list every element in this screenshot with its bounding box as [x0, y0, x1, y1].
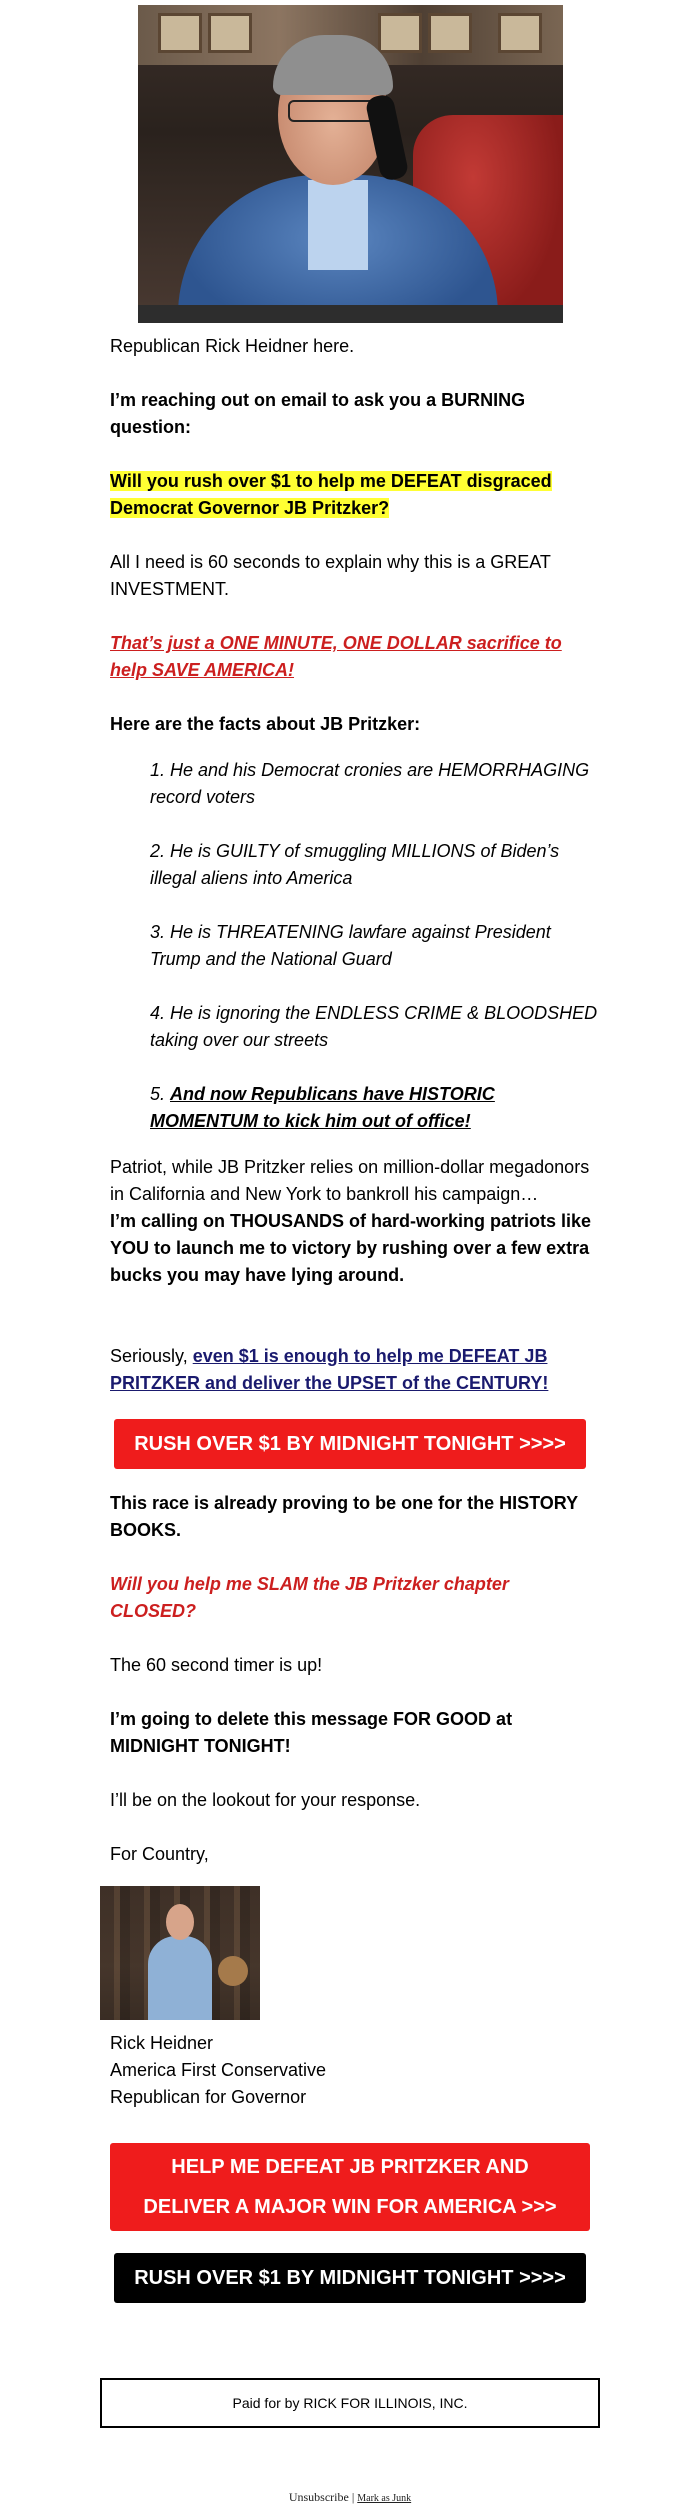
fact-item-5-link[interactable]: And now Republicans have HISTORIC MOMENTUM to kick him out of office!: [150, 1084, 495, 1131]
rush-over-button-secondary[interactable]: RUSH OVER $1 BY MIDNIGHT TONIGHT >>>>: [114, 2253, 586, 2303]
one-minute-link[interactable]: That’s just a ONE MINUTE, ONE DOLLAR sacrifice to help SAVE AMERICA!: [110, 633, 562, 680]
sign-off-text: For Country,: [110, 1844, 209, 1864]
highlight-ask-text: Will you rush over $1 to help me DEFEAT disgraced Democrat Governor JB Pritzker?: [110, 471, 552, 518]
paid-for-text: Paid for by RICK FOR ILLINOIS, INC.: [232, 2395, 468, 2411]
seriously-paragraph: [110, 1343, 598, 1397]
slam-closed-text: Will you help me SLAM the JB Pritzker chapter CLOSED?: [110, 1574, 509, 1621]
footer-separator: |: [348, 2490, 358, 2504]
facts-heading: Here are the facts about JB Pritzker:: [110, 714, 421, 734]
sixty-seconds-text: All I need is 60 seconds to explain why this is a GREAT INVESTMENT.: [110, 552, 551, 599]
email-footer: [0, 2490, 700, 2505]
defeat-pritzker-button-line1: HELP ME DEFEAT JB PRITZKER AND: [171, 2156, 529, 2178]
signature-title: America First Conservative: [110, 2060, 327, 2080]
fact-item-2: 2. He is GUILTY of smuggling MILLIONS of Biden’s illegal aliens into America: [150, 841, 560, 888]
highlighted-ask: [110, 468, 598, 522]
candidate-photo: [100, 1886, 260, 2020]
defeat-pritzker-button[interactable]: [110, 2143, 590, 2231]
one-minute-paragraph: [110, 630, 598, 684]
defeat-pritzker-button-line2: DELIVER A MAJOR WIN FOR AMERICA >>>: [143, 2196, 557, 2218]
paid-for-disclaimer: [100, 2378, 600, 2428]
seriously-prefix: Seriously,: [110, 1346, 193, 1366]
timer-text: The 60 second timer is up!: [110, 1655, 323, 1675]
intro-text: Republican Rick Heidner here.: [110, 336, 355, 356]
burning-question-text: I’m reaching out on email to ask you a BURNING question:: [110, 390, 526, 437]
fact-item-5-number: 5.: [150, 1084, 171, 1104]
unsubscribe-link[interactable]: Unsubscribe: [288, 2490, 349, 2504]
hero-photo: [138, 5, 563, 323]
fact-item-5: [150, 1081, 598, 1135]
rush-over-button-primary[interactable]: RUSH OVER $1 BY MIDNIGHT TONIGHT >>>>: [114, 1419, 586, 1469]
signature-name: Rick Heidner: [110, 2033, 214, 2053]
even-one-dollar-link[interactable]: even $1 is enough to help me DEFEAT JB PRITZKER and deliver the UPSET of the CENTURY!: [110, 1346, 549, 1393]
history-books-text: This race is already proving to be one for the HISTORY BOOKS.: [110, 1493, 578, 1540]
mark-as-junk-link[interactable]: Mark as Junk: [357, 2493, 412, 2504]
fact-item-4: 4. He is ignoring the ENDLESS CRIME & BLOODSHED taking over our streets: [150, 1003, 598, 1050]
signature-office: Republican for Governor: [110, 2087, 307, 2107]
patriot-text: Patriot, while JB Pritzker relies on million-dollar megadonors in California and New York to bankroll his campaign…: [110, 1157, 590, 1204]
calling-text: I’m calling on THOUSANDS of hard-working patriots like YOU to launch me to victory by rushing over a few extra bucks you may have lying around.: [110, 1211, 592, 1285]
lookout-text: I’ll be on the lookout for your response.: [110, 1790, 421, 1810]
delete-message-text: I’m going to delete this message FOR GOOD at MIDNIGHT TONIGHT!: [110, 1709, 513, 1756]
fact-item-1: 1. He and his Democrat cronies are HEMORRHAGING record voters: [150, 760, 590, 807]
fact-item-3: 3. He is THREATENING lawfare against President Trump and the National Guard: [150, 922, 551, 969]
